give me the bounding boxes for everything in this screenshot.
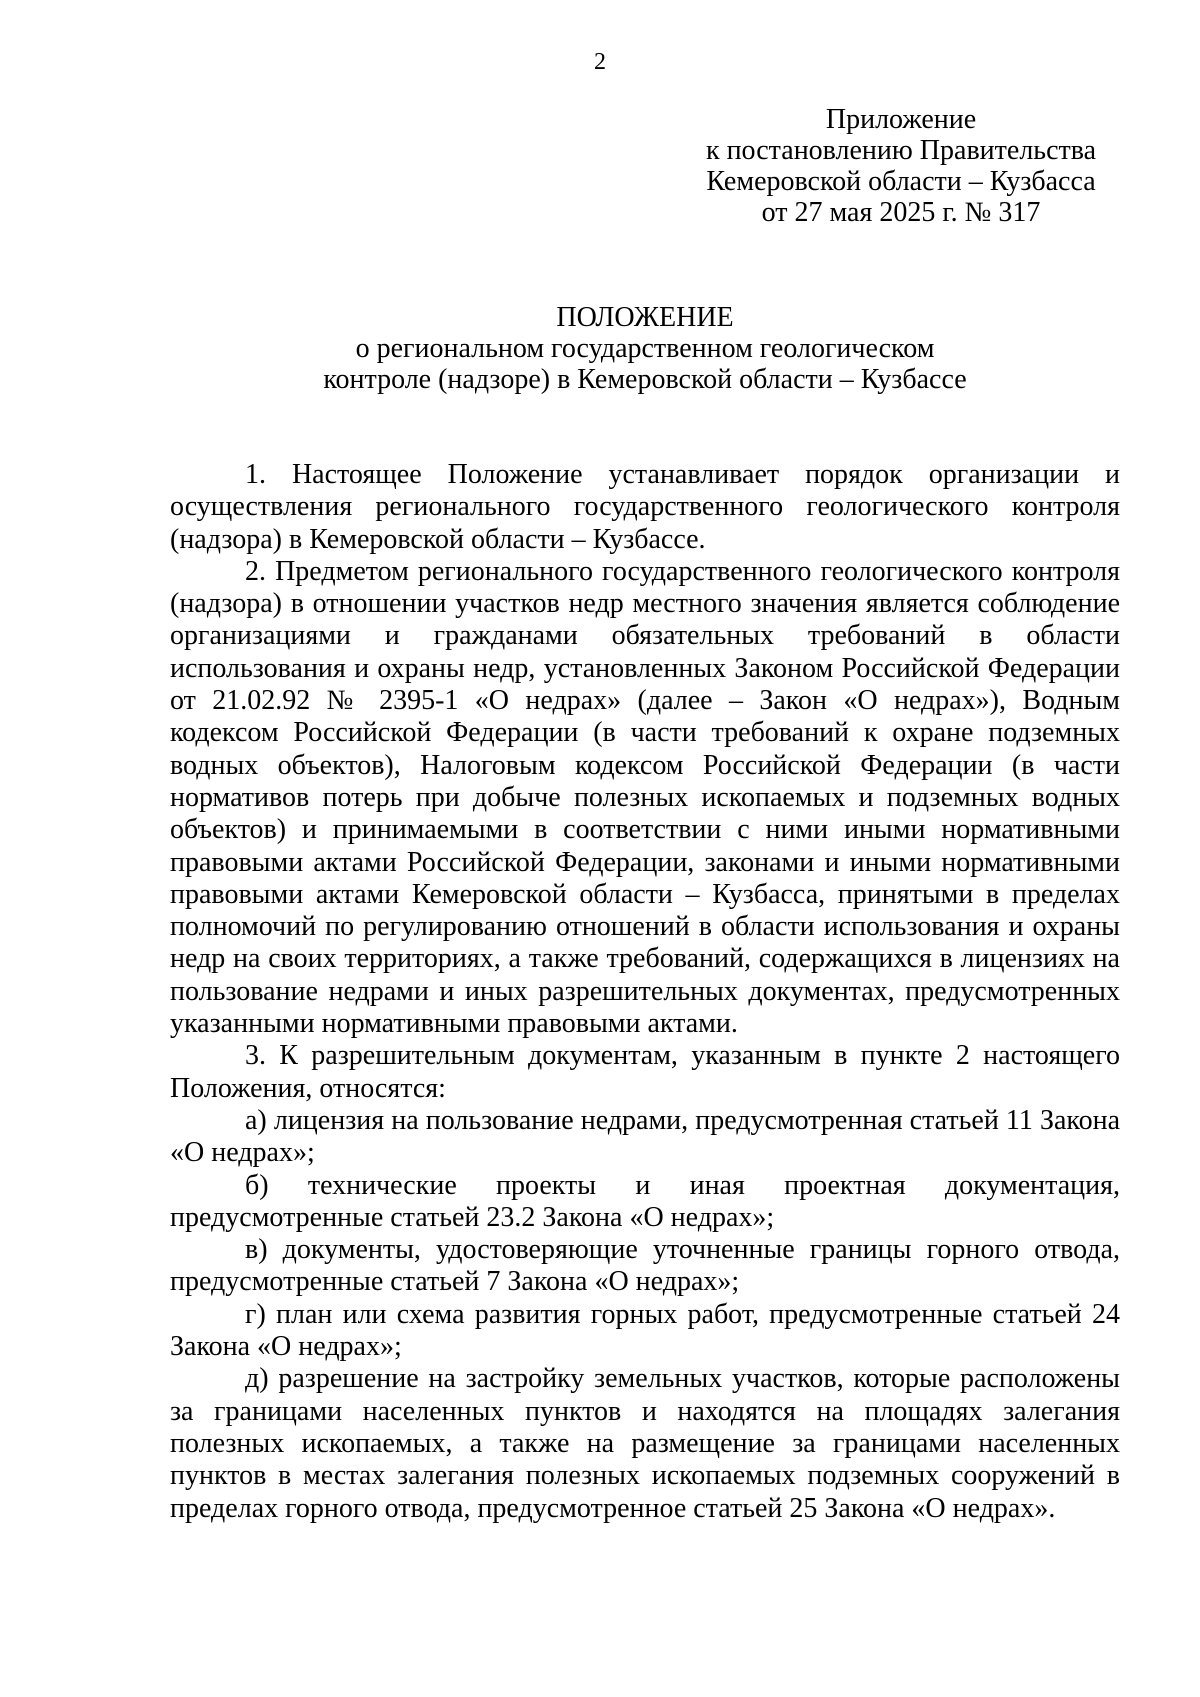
appendix-line: к постановлению Правительства: [705, 135, 1097, 166]
document-title: [170, 302, 1120, 395]
title-heading: ПОЛОЖЕНИЕ: [556, 302, 734, 333]
appendix-line: Кемеровской области – Кузбасса: [706, 166, 1096, 197]
paragraph-3: 3. К разрешительным документам, указанным в пункте 2 настоящего Положения, относятся:: [170, 1040, 1120, 1104]
title-subline: о региональном государственном геологическом: [355, 333, 935, 364]
list-item-a: а) лицензия на пользование недрами, предусмотренная статьей 11 Закона «О недрах»;: [170, 1104, 1120, 1169]
list-item-v: в) документы, удостоверяющие уточненные границы горного отвода, предусмотренные статьей 7 Закона «О недрах»;: [170, 1234, 1120, 1298]
appendix-line: Приложение: [825, 104, 977, 135]
page-number: 2: [594, 49, 606, 75]
appendix-block: [686, 104, 1116, 228]
paragraph-1: 1. Настоящее Положение устанавливает порядок организации и осуществления регионального государственного геологического контроля (надзора) в Кемеровской области – Кузбассе.: [170, 459, 1120, 555]
list-item-d: д) разрешение на застройку земельных участков, которые расположены за границами населенных пунктов и находятся на площадях залегания полезных ископаемых, а также на размещение за границами населенных пунктов в местах залегания полезных ископаемых подземных сооружений в пределах горного отвода, предусмотренное статьей 25 Закона «О недрах».: [170, 1363, 1120, 1524]
appendix-date-number: от 27 мая 2025 г. № 317: [761, 197, 1041, 228]
list-item-g: г) план или схема развития горных работ, предусмотренные статьей 24 Закона «О недрах»;: [170, 1298, 1120, 1363]
list-item-b: б) технические проекты и иная проектная документация, предусмотренные статьей 23.2 Закона «О недрах»;: [170, 1169, 1120, 1233]
title-subline: контроле (надзоре) в Кемеровской области – Кузбассе: [323, 364, 967, 395]
paragraph-2: 2. Предметом регионального государственного геологического контроля (надзора) в отношении участков недр местного значения является соблюдение организациями и гражданами обязательных требований в области использования и охраны недр, установленных Законом Российской Федерации от 21.02.92 № 2395-1 «О недрах» (далее – Закон «О недрах»), Водным кодексом Российской Федерации (в части требований к охране подземных водных объектов), Налоговым кодексом Российской Федерации (в части нормативов потерь при добыче полезных ископаемых и подземных водных объектов) и принимаемыми в соответствии с ними иными нормативными правовыми актами Российской Федерации, законами и иными нормативными правовыми актами Кемеровской области – Кузбасса, принятыми в пределах полномочий по регулированию отношений в области использования и охраны недр на своих территориях, а также требований, содержащихся в лицензиях на пользование недрами и иных разрешительных документах, предусмотренных указанными нормативными правовыми актами.: [170, 555, 1120, 1040]
document-body: [170, 459, 1120, 1525]
